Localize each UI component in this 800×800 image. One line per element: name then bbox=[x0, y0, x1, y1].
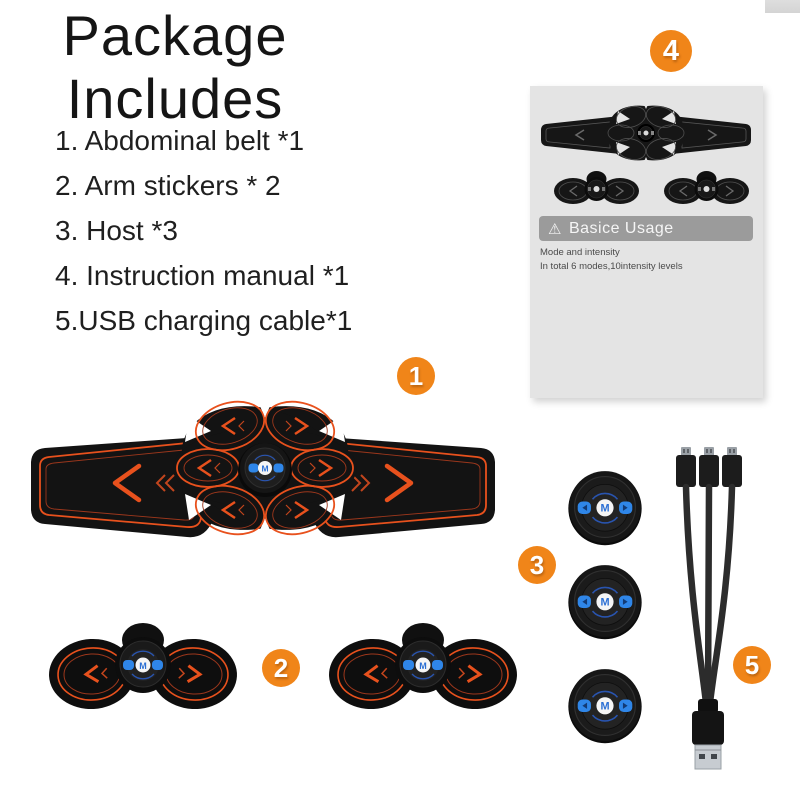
minus-button bbox=[403, 660, 414, 670]
m-button-label: M bbox=[139, 660, 147, 671]
package-list-item: 4. Instruction manual *1 bbox=[55, 260, 350, 291]
package-list bbox=[55, 126, 352, 351]
manual-sticker-illustration bbox=[663, 170, 750, 206]
arm-sticker-left-image bbox=[47, 620, 239, 738]
manual-text-line: In total 6 modes,10intensity levels bbox=[540, 260, 683, 272]
minus-button bbox=[123, 660, 134, 670]
top-right-artifact bbox=[765, 0, 800, 13]
m-button-label: M bbox=[261, 463, 269, 474]
package-list-item: 2. Arm stickers * 2 bbox=[55, 170, 281, 201]
m-button-label: M bbox=[600, 700, 610, 713]
badge-number: 2 bbox=[273, 652, 289, 683]
manual-text-line: Mode and intensity bbox=[540, 247, 620, 258]
manual-belt-illustration bbox=[538, 98, 754, 168]
title-line-2: Includes bbox=[66, 67, 284, 130]
badge-number: 5 bbox=[744, 649, 760, 680]
host-image-1 bbox=[566, 468, 644, 546]
badge-3 bbox=[518, 546, 556, 584]
plus-button bbox=[152, 660, 163, 670]
package-list-item: 5.USB charging cable*1 bbox=[55, 305, 353, 336]
badge-number: 3 bbox=[529, 549, 545, 580]
plus-button bbox=[432, 660, 443, 670]
abdominal-belt-image bbox=[27, 392, 499, 572]
manual-body-text bbox=[540, 246, 683, 273]
badge-1 bbox=[397, 357, 435, 395]
plus-button bbox=[274, 464, 284, 473]
usb-cable-image bbox=[653, 443, 763, 773]
badge-number: 1 bbox=[408, 360, 424, 391]
instruction-manual-image bbox=[530, 86, 763, 398]
m-button-label: M bbox=[600, 596, 610, 609]
m-button-label: M bbox=[419, 660, 427, 671]
micro-usb-connectors bbox=[676, 447, 742, 487]
belt-controller bbox=[238, 443, 292, 497]
manual-banner-title: Basice Usage bbox=[568, 219, 674, 237]
m-button-label: M bbox=[600, 502, 610, 515]
cable-wires bbox=[686, 487, 732, 703]
title-line-1: Package bbox=[62, 4, 288, 67]
usb-a-plug bbox=[692, 699, 724, 769]
page-title bbox=[30, 4, 320, 130]
arm-sticker-right-image bbox=[327, 620, 519, 738]
badge-2 bbox=[262, 649, 300, 687]
package-list-item: 3. Host *3 bbox=[55, 215, 178, 246]
package-list-item: 1. Abdominal belt *1 bbox=[55, 125, 305, 156]
manual-sticker-illustration bbox=[553, 170, 640, 206]
badge-number: 4 bbox=[662, 34, 680, 67]
minus-button bbox=[249, 464, 259, 473]
badge-5 bbox=[733, 646, 771, 684]
badge-4 bbox=[650, 30, 692, 72]
host-image-3 bbox=[566, 666, 644, 744]
warning-icon: ⚠ bbox=[548, 220, 562, 238]
manual-banner bbox=[539, 216, 753, 241]
host-image-2 bbox=[566, 562, 644, 640]
